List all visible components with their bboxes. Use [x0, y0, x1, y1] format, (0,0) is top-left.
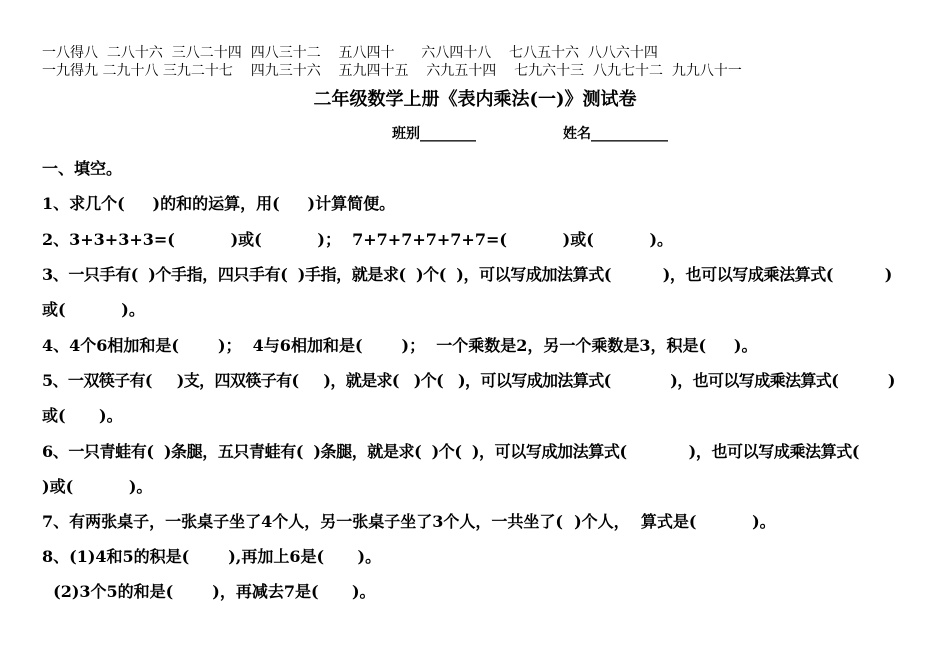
question-4: 4、4个6相加和是( )； 4与6相加和是( )； 一个乘数是2，另一个乘数是3，积是( )。 — [42, 336, 758, 355]
page-title: 二年级数学上册《表内乘法(一)》测试卷 — [313, 89, 637, 110]
name-field-label: 姓名___________ — [563, 126, 668, 142]
question-6-line-1: 6、一只青蛙有( )条腿，五只青蛙有( )条腿，就是求( )个( )，可以写成加法算式( )，也可以写成乘法算式( — [42, 442, 860, 461]
question-5-line-2: 或( )。 — [42, 406, 123, 425]
question-3-line-1: 3、一只手有( )个手指，四只手有( )手指，就是求( )个( )，可以写成加法算式( )，也可以写成乘法算式( ) — [42, 265, 892, 284]
multiplication-table-row-8: 一八得八 二八十六 三八二十四 四八三十二 五八四十 六八四十八 七八五十六 八八六十四 — [42, 45, 658, 61]
question-1: 1、求几个( )的和的运算，用( )计算简便。 — [42, 194, 396, 213]
question-8-part-1: 8、(1)4和5的积是( ),再加上6是( )。 — [42, 547, 382, 566]
section-heading: 一、填空。 — [42, 159, 123, 178]
multiplication-table-row-9: 一九得九 二九十八 三九二十七 四九三十六 五九四十五 六九五十四 七九六十三 八九七十二 九九八十一 — [42, 63, 742, 79]
question-2: 2、3+3+3+3=( )或( )； 7+7+7+7+7+7=( )或( )。 — [42, 230, 674, 249]
question-5-line-1: 5、一双筷子有( )支，四双筷子有( )，就是求( )个( )，可以写成加法算式( )，也可以写成乘法算式( ) — [42, 371, 895, 390]
question-6-line-2: )或( )。 — [42, 477, 153, 496]
question-7: 7、有两张桌子，一张桌子坐了4个人，另一张桌子坐了3个人，一共坐了( )个人， 算式是( )。 — [42, 512, 776, 531]
question-8-part-2: (2)3个5的和是( )，再减去7是( )。 — [42, 582, 376, 601]
question-3-line-2: 或( )。 — [42, 300, 145, 319]
class-field-label: 班别________ — [392, 126, 476, 142]
